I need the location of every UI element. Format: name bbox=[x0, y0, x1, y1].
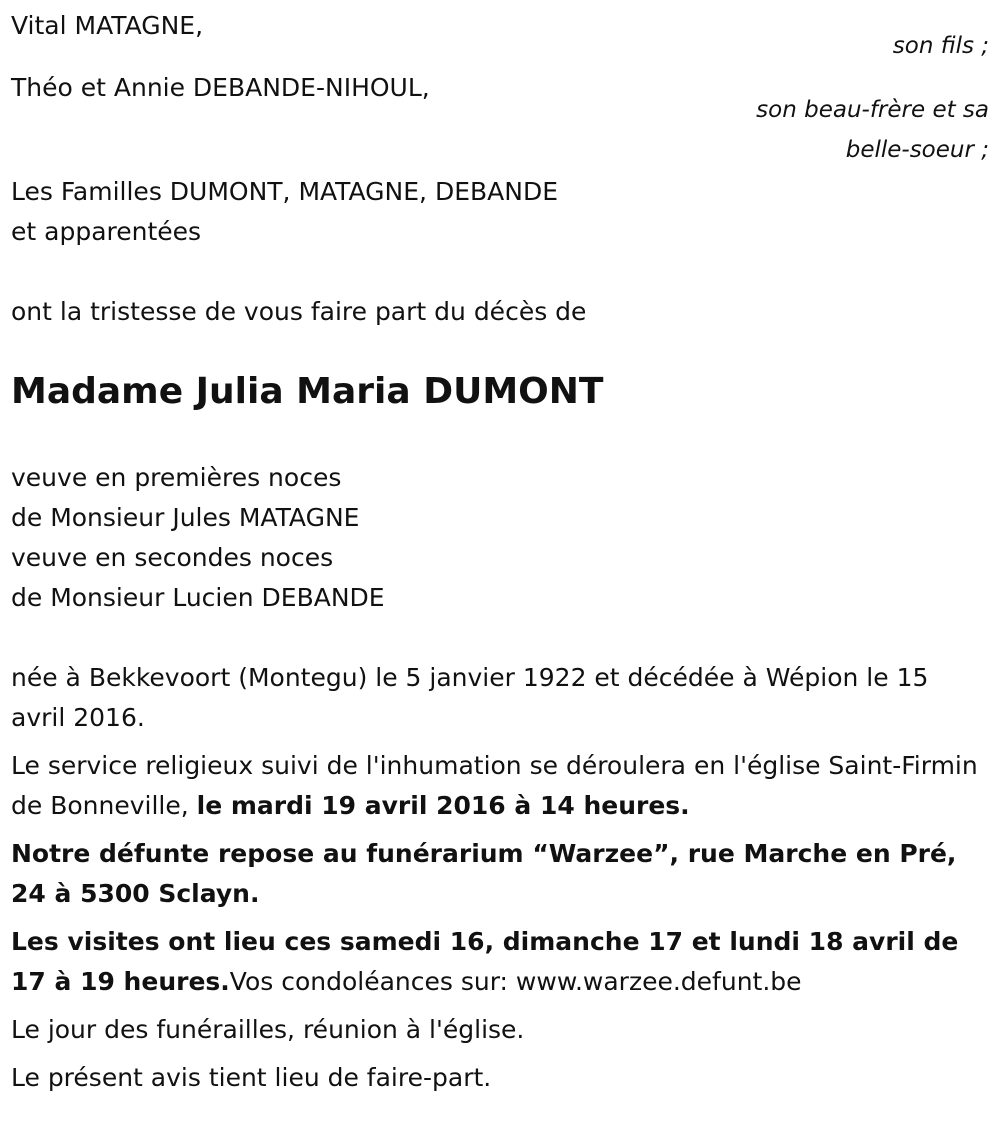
notice: Le présent avis tient lieu de faire-part. bbox=[11, 1063, 492, 1092]
funerarium: Notre défunte repose au funérarium “Warzee”, rue Marche en Pré, 24 à 5300 Sclayn. bbox=[11, 839, 957, 908]
marriage-line4: de Monsieur Lucien DEBANDE bbox=[11, 583, 385, 612]
son-relation: son fils ; bbox=[892, 33, 989, 59]
families-line2: et apparentées bbox=[11, 217, 202, 246]
service-paragraph bbox=[11, 746, 989, 826]
funeral-day: Le jour des funérailles, réunion à l'église. bbox=[11, 1015, 525, 1044]
marriage-line2: de Monsieur Jules MATAGNE bbox=[11, 503, 360, 532]
inlaws-relation-line1: son beau-frère et sa bbox=[756, 97, 989, 123]
announcement: ont la tristesse de vous faire part du décès de bbox=[11, 297, 587, 326]
deceased-name: Madame Julia Maria DUMONT bbox=[11, 371, 604, 412]
visits-paragraph bbox=[11, 922, 989, 1002]
obituary-notice bbox=[11, 6, 989, 1098]
inlaws-name: Théo et Annie DEBANDE-NIHOUL, bbox=[11, 73, 430, 102]
son-name: Vital MATAGNE, bbox=[11, 11, 204, 40]
marriage-line1: veuve en premières noces bbox=[11, 463, 342, 492]
families-line1: Les Familles DUMONT, MATAGNE, DEBANDE bbox=[11, 177, 558, 206]
marriages bbox=[11, 458, 989, 618]
visits: Les visites ont lieu ces samedi 16, dimanche 17 et lundi 18 avril de 17 à 19 heures. bbox=[11, 927, 959, 996]
service-date: le mardi 19 avril 2016 à 14 heures. bbox=[196, 791, 690, 820]
condolences: Vos condoléances sur: www.warzee.defunt.be bbox=[229, 967, 802, 996]
inlaws-relation-line2: belle-soeur ; bbox=[845, 137, 989, 163]
service-text: Le service religieux suivi de l'inhumation se déroulera en l'église Saint-Firmin de Bonneville, bbox=[11, 751, 978, 820]
marriage-line3: veuve en secondes noces bbox=[11, 543, 334, 572]
birth-death: née à Bekkevoort (Montegu) le 5 janvier 1922 et décédée à Wépion le 15 avril 2016. bbox=[11, 663, 929, 732]
